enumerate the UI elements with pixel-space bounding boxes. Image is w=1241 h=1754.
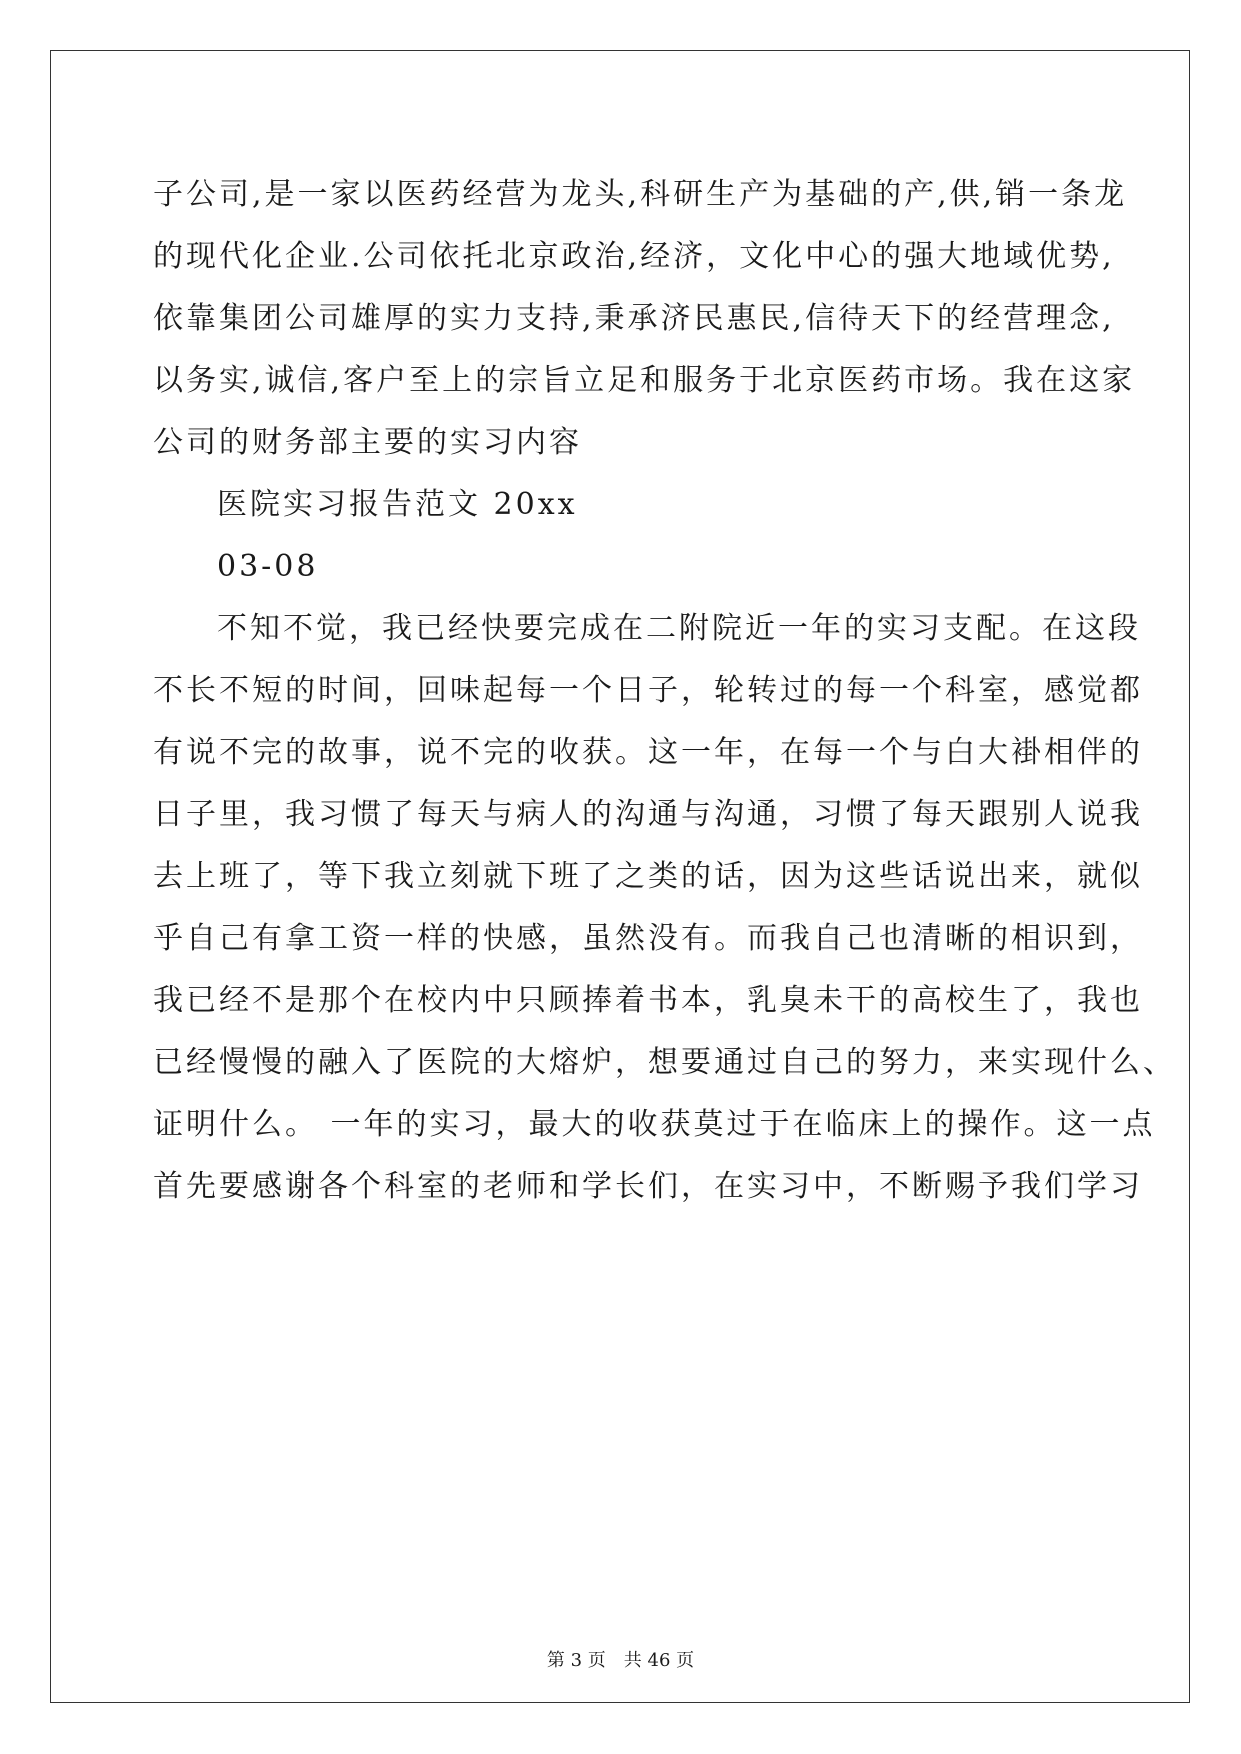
text-line: 的现代化企业.公司依托北京政治,经济，文化中心的强大地域优势, [153, 239, 1115, 274]
text-line: 我已经不是那个在校内中只顾捧着书本，乳臭未干的高校生了，我也 [153, 983, 1143, 1018]
text-line: 子公司,是一家以医药经营为龙头,科研生产为基础的产,供,销一条龙 [153, 177, 1128, 212]
text-line: 不知不觉，我已经快要完成在二附院近一年的实习支配。在这段 [217, 611, 1141, 646]
text-line: 以务实,诚信,客户至上的宗旨立足和服务于北京医药市场。我在这家 [153, 363, 1136, 398]
page-total: 共 46 页 [623, 1650, 695, 1671]
text-line: 日子里，我习惯了每天与病人的沟通与沟通，习惯了每天跟别人说我 [153, 797, 1143, 832]
document-body [153, 164, 1176, 1218]
page-footer [0, 1649, 1241, 1673]
text-line: 有说不完的故事，说不完的收获。这一年，在每一个与白大褂相伴的 [153, 735, 1143, 770]
text-line: 首先要感谢各个科室的老师和学长们，在实习中，不断赐予我们学习 [153, 1169, 1143, 1204]
section-date: 03-08 [217, 549, 319, 584]
text-line: 公司的财务部主要的实习内容 [153, 425, 582, 460]
page-number: 第 3 页 [546, 1650, 606, 1671]
text-line: 依靠集团公司雄厚的实力支持,秉承济民惠民,信待天下的经营理念, [153, 301, 1115, 336]
text-line: 去上班了，等下我立刻就下班了之类的话，因为这些话说出来，就似 [153, 859, 1143, 894]
text-line: 乎自己有拿工资一样的快感，虽然没有。而我自己也清晰的相识到， [153, 921, 1143, 956]
text-line: 证明什么。 一年的实习，最大的收获莫过于在临床上的操作。这一点 [153, 1107, 1156, 1142]
text-line: 已经慢慢的融入了医院的大熔炉，想要通过自己的努力，来实现什么、 [153, 1045, 1176, 1080]
text-line: 不长不短的时间，回味起每一个日子，轮转过的每一个科室，感觉都 [153, 673, 1143, 708]
section-title: 医院实习报告范文 20xx [217, 487, 578, 522]
